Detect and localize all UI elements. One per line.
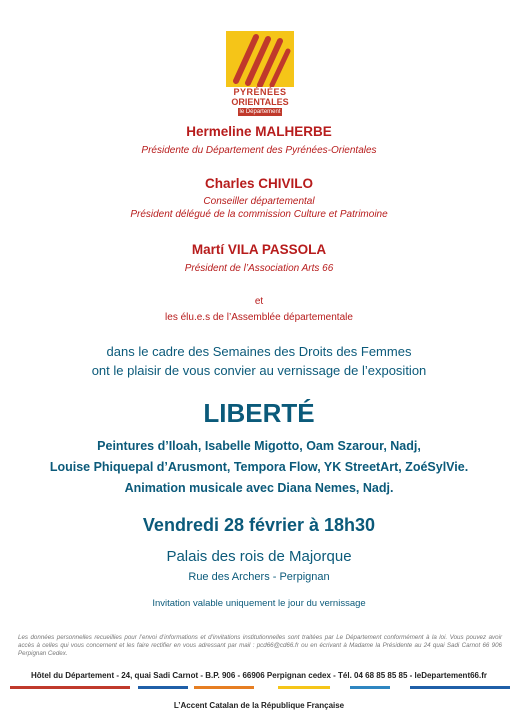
artists-line-3: Animation musicale avec Diana Nemes, Nadj.: [124, 481, 394, 495]
exhibition-title: LIBERTÉ: [203, 398, 315, 428]
footer-color-stripes: [10, 686, 510, 689]
host-role-2a: Conseiller départemental: [203, 196, 315, 207]
logo-line2: ORIENTALES: [231, 97, 289, 107]
stripe-1: [10, 686, 130, 689]
stripe-3: [194, 686, 254, 689]
logo-line1: PYRÉNÉES: [233, 87, 287, 97]
invite-line-2: ont le plaisir de vous convier au vernissage de l’exposition: [91, 363, 427, 378]
host-name-2: Charles CHIVILO: [204, 176, 314, 191]
legal-notice: Les données personnelles recueillies pour l’envoi d’informations et d’invitations institutionnelles sont traitées par Le Département conformément à la loi. Vous pouvez avoir accès à celles qui vous concernent et les faire rectifier en vous adressant par mail : pcd66@cd66.fr ou en écrivant à Madame la Présidente au 24 quai Sadi Carnot 66 906 Perpignan Cedex.: [18, 634, 502, 657]
stripe-4: [278, 686, 330, 689]
invite-line-1: dans le cadre des Semaines des Droits des Femmes: [106, 344, 412, 359]
logo-emblem-icon: [226, 31, 294, 87]
host-role-2b: Président délégué de la commission Culture et Patrimoine: [130, 209, 388, 220]
department-logo: [226, 31, 294, 115]
logo-line3: le Département: [239, 109, 281, 115]
event-date: Vendredi 28 février à 18h30: [142, 515, 376, 535]
stripe-5: [350, 686, 390, 689]
elus-text: les élu.e.s de l’Assemblée départementale: [165, 312, 353, 323]
host-role-1: Présidente du Département des Pyrénées-Orientales: [141, 145, 377, 156]
stripe-6: [410, 686, 510, 689]
venue-name: Palais des rois de Majorque: [166, 548, 352, 565]
host-name-3: Martí VILA PASSOLA: [191, 242, 327, 257]
and-text: et: [254, 296, 264, 307]
artists-line-2: Louise Phiquepal d’Arusmont, Tempora Flow, YK StreetArt, ZoéSylVie.: [49, 460, 469, 474]
stripe-2: [138, 686, 188, 689]
host-name-1: Hermeline MALHERBE: [186, 124, 332, 139]
venue-address: Rue des Archers - Perpignan: [188, 571, 330, 583]
artists-line-1: Peintures d’Iloah, Isabelle Migotto, Oam Szarour, Nadj,: [97, 439, 421, 453]
footer-tagline: L’Accent Catalan de la République Française: [173, 701, 345, 710]
footer-address: Hôtel du Département - 24, quai Sadi Carnot - B.P. 906 - 66906 Perpignan cedex - Tél. 04 68 85 85 85 - leDepartement66.fr: [30, 671, 488, 680]
host-role-3: Président de l’Association Arts 66: [184, 263, 334, 274]
validity-note: Invitation valable uniquement le jour du vernissage: [152, 598, 366, 609]
